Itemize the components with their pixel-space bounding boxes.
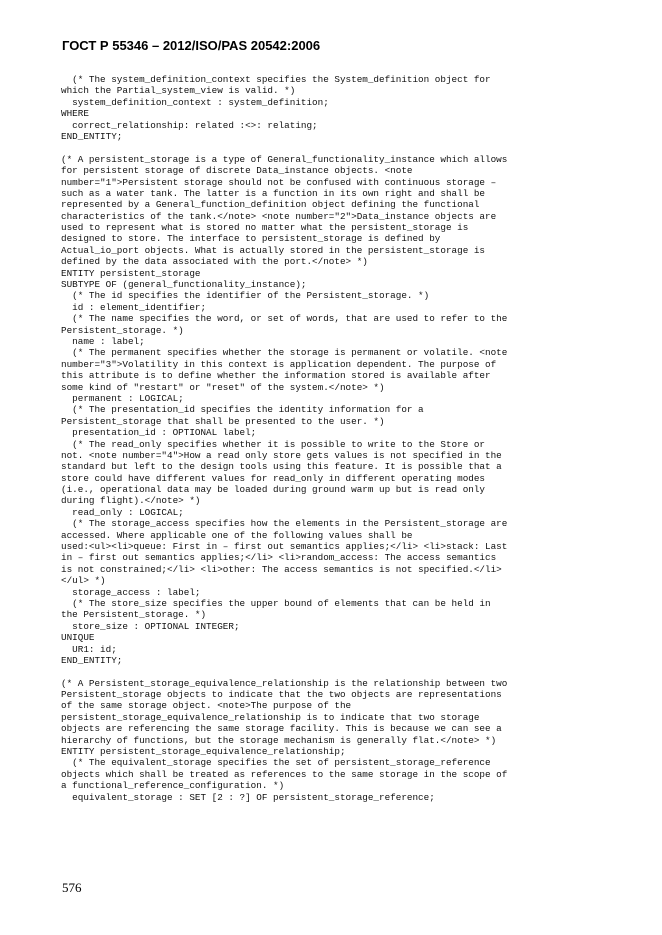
code-line: </ul> *) bbox=[61, 575, 106, 587]
code-line: a functional_reference_configuration. *) bbox=[61, 780, 285, 792]
code-line: objects which shall be treated as references to the same storage in the scope of bbox=[61, 768, 508, 780]
code-line: ENTITY persistent_storage_equivalence_relationship; bbox=[61, 746, 346, 758]
code-line: (* The read_only specifies whether it is possible to write to the Store or bbox=[61, 438, 486, 450]
code-line: represented by a General_function_definition object defining the functional bbox=[61, 199, 480, 211]
page-header: ГОСТ Р 55346 – 2012/ISO/PAS 20542:2006 bbox=[62, 38, 321, 53]
code-line: (* A persistent_storage is a type of General_functionality_instance which allows bbox=[61, 153, 508, 165]
code-line: such as a water tank. The latter is a function in its own right and shall be bbox=[61, 187, 486, 199]
code-line: store could have different values for read_only in different operating modes bbox=[61, 472, 486, 484]
code-line: Persistent_storage objects to indicate that the two objects are representations bbox=[61, 689, 502, 701]
code-line: ENTITY persistent_storage bbox=[61, 267, 201, 279]
code-line: is not constrained;</li> <li>other: The access semantics is not specified.</li> bbox=[61, 563, 502, 575]
code-line: used to represent what is stored no matter what the persistent_storage is bbox=[61, 222, 469, 234]
code-line: (i.e., operational data may be loaded during ground warm up but is read only bbox=[61, 484, 486, 496]
code-line: Persistent_storage that shall be presented to the user. *) bbox=[61, 415, 385, 427]
code-line: hierarchy of functions, but the storage mechanism is generally flat.</note> *) bbox=[61, 734, 497, 746]
code-line: correct_relationship: related :<>: relating; bbox=[61, 119, 318, 131]
code-line: SUBTYPE OF (general_functionality_instance); bbox=[61, 279, 307, 291]
code-line: (* The store_size specifies the upper bound of elements that can be held in bbox=[61, 597, 491, 609]
code-line: standard but left to the design tools using this feature. It is possible that a bbox=[61, 461, 502, 473]
code-line: storage_access : label; bbox=[61, 586, 201, 598]
code-line: permanent : LOGICAL; bbox=[61, 392, 184, 404]
code-line: in – first out semantics applies;</li> <li>random_access: The access semantics bbox=[61, 552, 497, 564]
code-line: UR1: id; bbox=[61, 643, 117, 655]
code-line: equivalent_storage : SET [2 : ?] OF persistent_storage_reference; bbox=[61, 791, 435, 803]
code-line: presentation_id : OPTIONAL label; bbox=[61, 427, 257, 439]
code-line: Actual_io_port objects. What is actually stored in the persistent_storage is bbox=[61, 244, 486, 256]
code-line: END_ENTITY; bbox=[61, 654, 123, 666]
code-line: for persistent storage of discrete Data_instance objects. <note bbox=[61, 165, 413, 177]
code-line: (* The permanent specifies whether the storage is permanent or volatile. <note bbox=[61, 347, 508, 359]
page-number: 576 bbox=[62, 880, 82, 895]
code-line: END_ENTITY; bbox=[61, 130, 123, 142]
code-line: (* The storage_access specifies how the elements in the Persistent_storage are bbox=[61, 518, 508, 530]
code-listing bbox=[61, 74, 601, 803]
code-line: number="1">Persistent storage should not be confused with continuous storage – bbox=[61, 176, 497, 188]
code-line: this attribute is to define whether the information stored is available after bbox=[61, 370, 491, 382]
code-line: (* The presentation_id specifies the identity information for a bbox=[61, 404, 424, 416]
code-line: (* The name specifies the word, or set of words, that are used to refer to the bbox=[61, 313, 508, 325]
code-line bbox=[61, 666, 601, 677]
code-line: not. <note number="4">How a read only store gets values is not specified in the bbox=[61, 449, 502, 461]
code-line: characteristics of the tank.</note> <note number="2">Data_instance objects are bbox=[61, 210, 497, 222]
code-line: accessed. Where applicable one of the following values shall be bbox=[61, 529, 413, 541]
code-line: (* The equivalent_storage specifies the set of persistent_storage_reference bbox=[61, 757, 491, 769]
code-line: designed to store. The interface to persistent_storage is defined by bbox=[61, 233, 441, 245]
code-line: (* A Persistent_storage_equivalence_relationship is the relationship between two bbox=[61, 677, 508, 689]
code-line: name : label; bbox=[61, 335, 145, 347]
code-line: (* The system_definition_context specifies the System_definition object for bbox=[61, 74, 491, 85]
code-line: the Persistent_storage. *) bbox=[61, 609, 207, 621]
code-line: defined by the data associated with the port.</note> *) bbox=[61, 256, 368, 268]
code-line bbox=[61, 142, 601, 153]
code-line: persistent_storage_equivalence_relationship is to indicate that two storage bbox=[61, 711, 480, 723]
code-line: (* The id specifies the identifier of the Persistent_storage. *) bbox=[61, 290, 430, 302]
code-line: system_definition_context : system_definition; bbox=[61, 96, 329, 108]
code-line: Persistent_storage. *) bbox=[61, 324, 184, 336]
code-line: used:<ul><li>queue: First in – first out semantics applies;</li> <li>stack: Last bbox=[61, 541, 508, 553]
code-line: read_only : LOGICAL; bbox=[61, 506, 184, 518]
code-line: number="3">Volatility in this context is application dependent. The purpose of bbox=[61, 358, 497, 370]
code-line: of the same storage object. <note>The purpose of the bbox=[61, 700, 352, 712]
code-line: UNIQUE bbox=[61, 632, 95, 644]
code-line: WHERE bbox=[61, 108, 89, 120]
code-line: which the Partial_system_view is valid. *) bbox=[61, 85, 296, 97]
code-line: id : element_identifier; bbox=[61, 301, 207, 313]
code-line: objects are referencing the same storage facility. This is because we can see a bbox=[61, 723, 502, 735]
code-line: some kind of "restart" or "reset" of the system.</note> *) bbox=[61, 381, 385, 393]
code-line: store_size : OPTIONAL INTEGER; bbox=[61, 620, 240, 632]
code-line: during flight).</note> *) bbox=[61, 495, 201, 507]
